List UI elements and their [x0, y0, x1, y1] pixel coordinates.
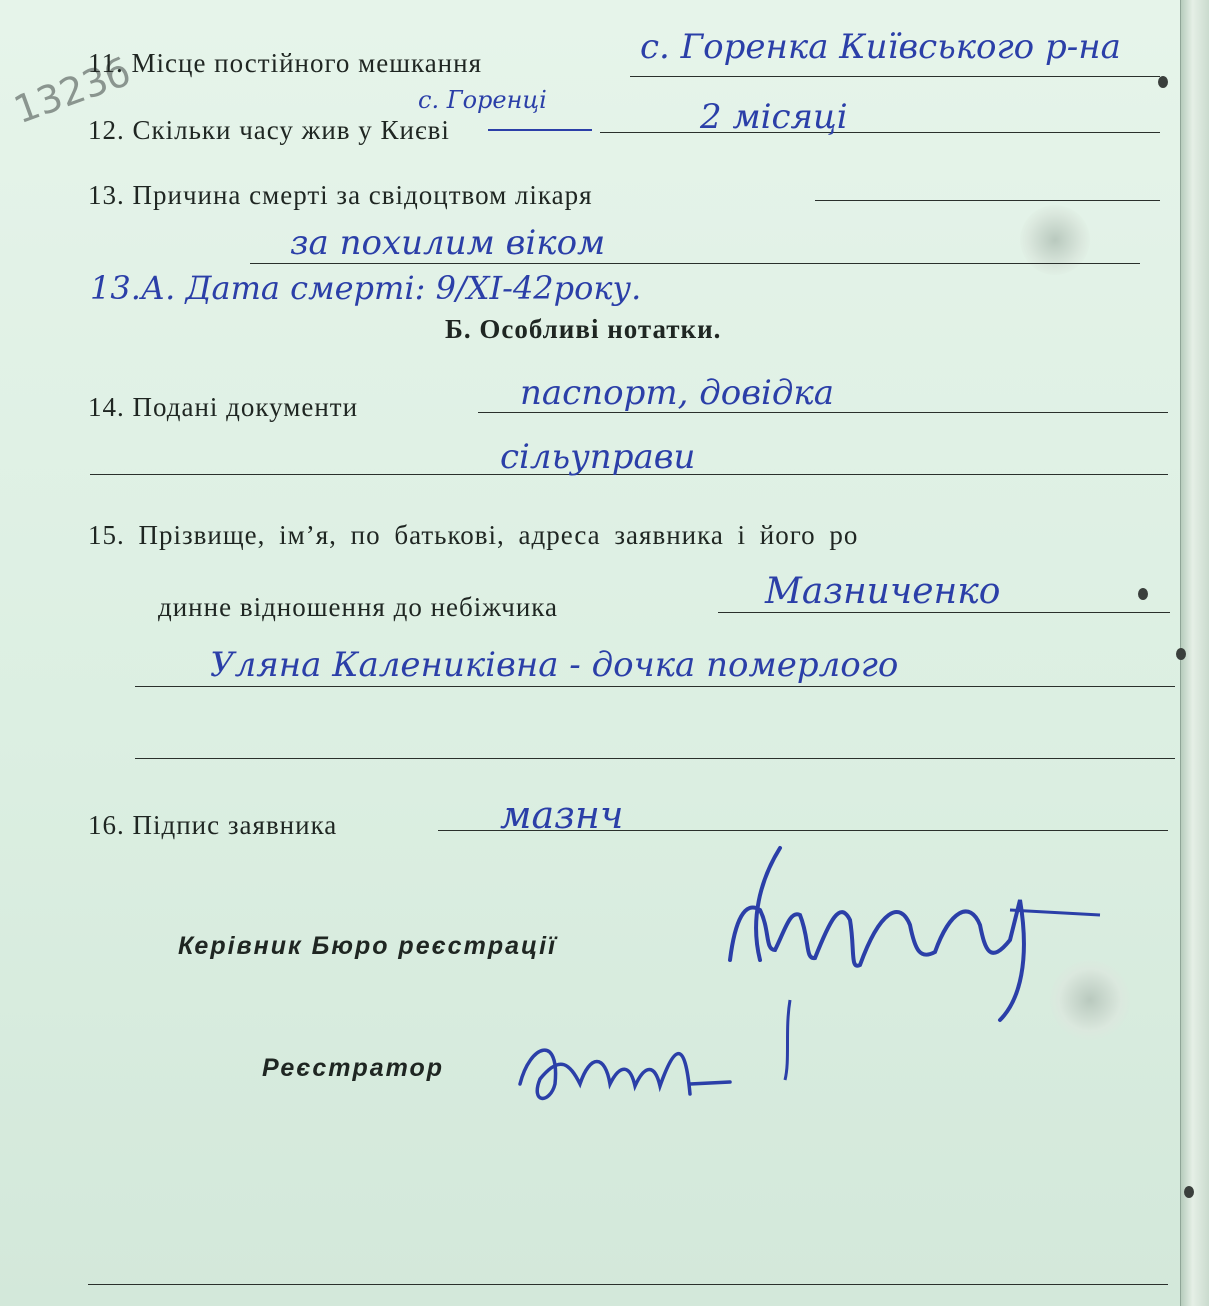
head-of-bureau-label: Керівник Бюро реєстрації: [178, 932, 558, 960]
bottom-line: [88, 1284, 1168, 1285]
field-13-continuation-line: [250, 263, 1140, 264]
field-14-value-line2: сільуправи: [500, 437, 696, 477]
field-15-line-1: [718, 612, 1170, 613]
tack-mark: [1138, 588, 1148, 600]
field-15-label-line1: 15. Прізвище, ім’я, по батькові, адреса заявника і його ро: [88, 520, 859, 550]
field-13-label: 13. Причина смерті за свідоцтвом лікаря: [88, 180, 593, 210]
field-13-line: [815, 200, 1160, 201]
tack-mark: [1176, 648, 1186, 660]
field-15-value-line1: Мазниченко: [765, 571, 1001, 612]
field-16-applicant-signature: мазнч: [500, 793, 624, 837]
field-13a-date-of-death: 13.А. Дата смерті: 9/XI-42року.: [90, 269, 642, 307]
field-14-value-line1: паспорт, довідка: [520, 373, 835, 413]
tack-mark: [1184, 1186, 1194, 1198]
field-12-strikeout: [488, 129, 592, 131]
field-11-label: 11. Місце постійного мешкання: [88, 48, 483, 78]
field-16-label: 16. Підпис заявника: [88, 810, 338, 840]
field-15-value-line2: Уляна Калениківна - дочка померлого: [210, 645, 899, 685]
field-12-correction: с. Горенці: [418, 86, 547, 114]
section-b-title: Б. Особливі нотатки.: [445, 314, 722, 344]
registrar-signature: [510, 1024, 750, 1124]
field-11-value: с. Горенка Київського р-на: [640, 27, 1121, 67]
field-13-value: за похилим віком: [290, 223, 606, 263]
field-12-label: 12. Скільки часу жив у Києві: [88, 115, 450, 145]
registrar-label: Реєстратор: [262, 1054, 445, 1082]
field-15-label-line2: динне відношення до небіжчика: [158, 592, 558, 622]
head-of-bureau-signature: [690, 840, 1110, 1040]
field-11-line: [630, 76, 1160, 77]
punch-hole: [1020, 205, 1090, 275]
archive-number: 1323б: [8, 49, 137, 133]
tack-mark: [1158, 76, 1168, 88]
field-12-line: [600, 132, 1160, 133]
field-15-line-3: [135, 758, 1175, 759]
field-14-label: 14. Подані документи: [88, 392, 359, 422]
field-15-line-2: [135, 686, 1175, 687]
field-12-value: 2 місяці: [700, 97, 848, 137]
